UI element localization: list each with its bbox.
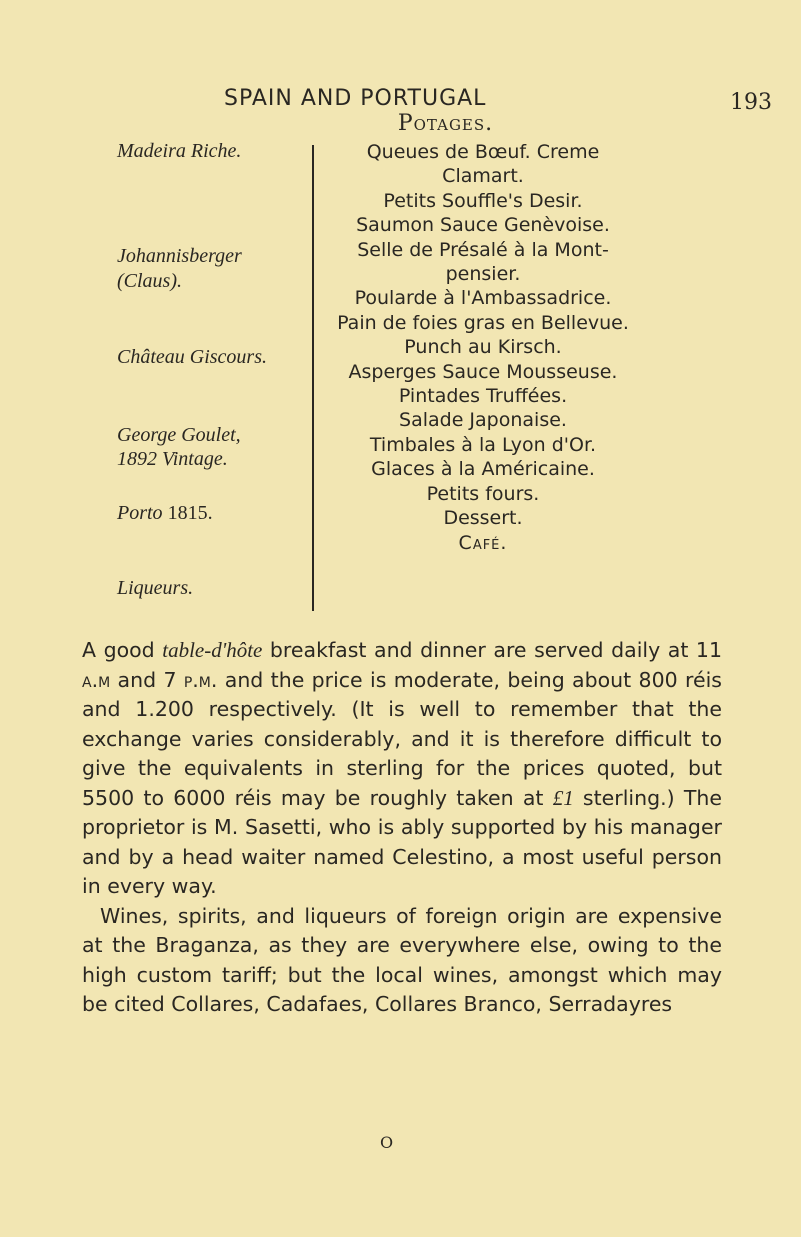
signature-mark: O: [380, 1133, 394, 1152]
text-run: sterling.) The proprietor is M. Sasetti, who is ably supported by his manager and by a head waiter named Celestino, a most useful person in every way.: [82, 785, 722, 898]
course-item: Selle de Présalé à la Mont-: [357, 238, 609, 261]
wine-item: Johannisberger: [117, 245, 242, 267]
course-item: Pain de foies gras en Bellevue.: [337, 311, 629, 334]
running-title: SPAIN AND PORTUGAL: [224, 86, 487, 111]
course-item: Petits fours.: [426, 482, 540, 505]
course-item: Asperges Sauce Mousseuse.: [348, 360, 618, 383]
text-run: and the price is moderate, being about 800 réis and 1.200 respectively. (It is well to remember that the exchange varies considerably, and it is therefore difficult to give the equivalents in sterling for the prices quoted, but 5500 to 6000 réis may be roughly taken at: [82, 667, 722, 810]
wine-item: Liqueurs.: [117, 577, 194, 599]
paragraph: Wines, spirits, and liqueurs of foreign origin are expensive at the Braganza, as they are everywhere else, owing to the high custom tariff; but the local wines, amongst which may be cited Collares, Cadafaes, Collares Branco, Serradayres: [82, 903, 722, 1016]
course-item: pensier.: [445, 263, 521, 286]
course-item: Dessert.: [443, 507, 523, 530]
course-item: Saumon Sauce Genèvoise.: [356, 214, 610, 237]
text-run: A good: [82, 638, 163, 662]
course-item: Punch au Kirsch.: [404, 336, 562, 359]
wine-item: (Claus).: [117, 270, 182, 292]
wine-year: 1815.: [167, 502, 213, 524]
course-item: Timbales à la Lyon d'Or.: [369, 433, 597, 456]
course-item: Café.: [458, 531, 508, 554]
italic-term: table-d'hôte: [162, 638, 263, 662]
course-item: Petits Souffle's Desir.: [383, 189, 583, 212]
wine-item: Château Giscours.: [117, 346, 267, 368]
menu-section-title: Potages.: [397, 111, 494, 136]
wine-name: Porto: [117, 502, 163, 524]
course-list: [314, 140, 652, 555]
text-run: breakfast and dinner are served daily at 11: [262, 638, 722, 662]
wine-item: Madeira Riche.: [117, 140, 242, 162]
course-item: Pintades Truffées.: [398, 385, 568, 408]
course-item: Queues de Bœuf. Creme: [366, 141, 600, 163]
time-abbrev: p.m.: [183, 667, 218, 692]
course-item: Clamart.: [442, 165, 524, 188]
wine-item: [117, 502, 213, 525]
page-number: 193: [730, 90, 772, 115]
paragraph: [82, 636, 722, 902]
wine-item: 1892 Vintage.: [117, 448, 228, 470]
text-run: and 7: [110, 667, 184, 692]
course-item: Poularde à l'Ambassadrice.: [354, 287, 612, 310]
body-text: [82, 636, 722, 1020]
wine-item: George Goulet,: [117, 424, 241, 446]
currency-amount: £1: [552, 785, 574, 810]
course-item: Salade Japonaise.: [399, 409, 567, 432]
time-abbrev: a.m: [82, 667, 111, 692]
course-item: Glaces à la Américaine.: [371, 458, 595, 481]
